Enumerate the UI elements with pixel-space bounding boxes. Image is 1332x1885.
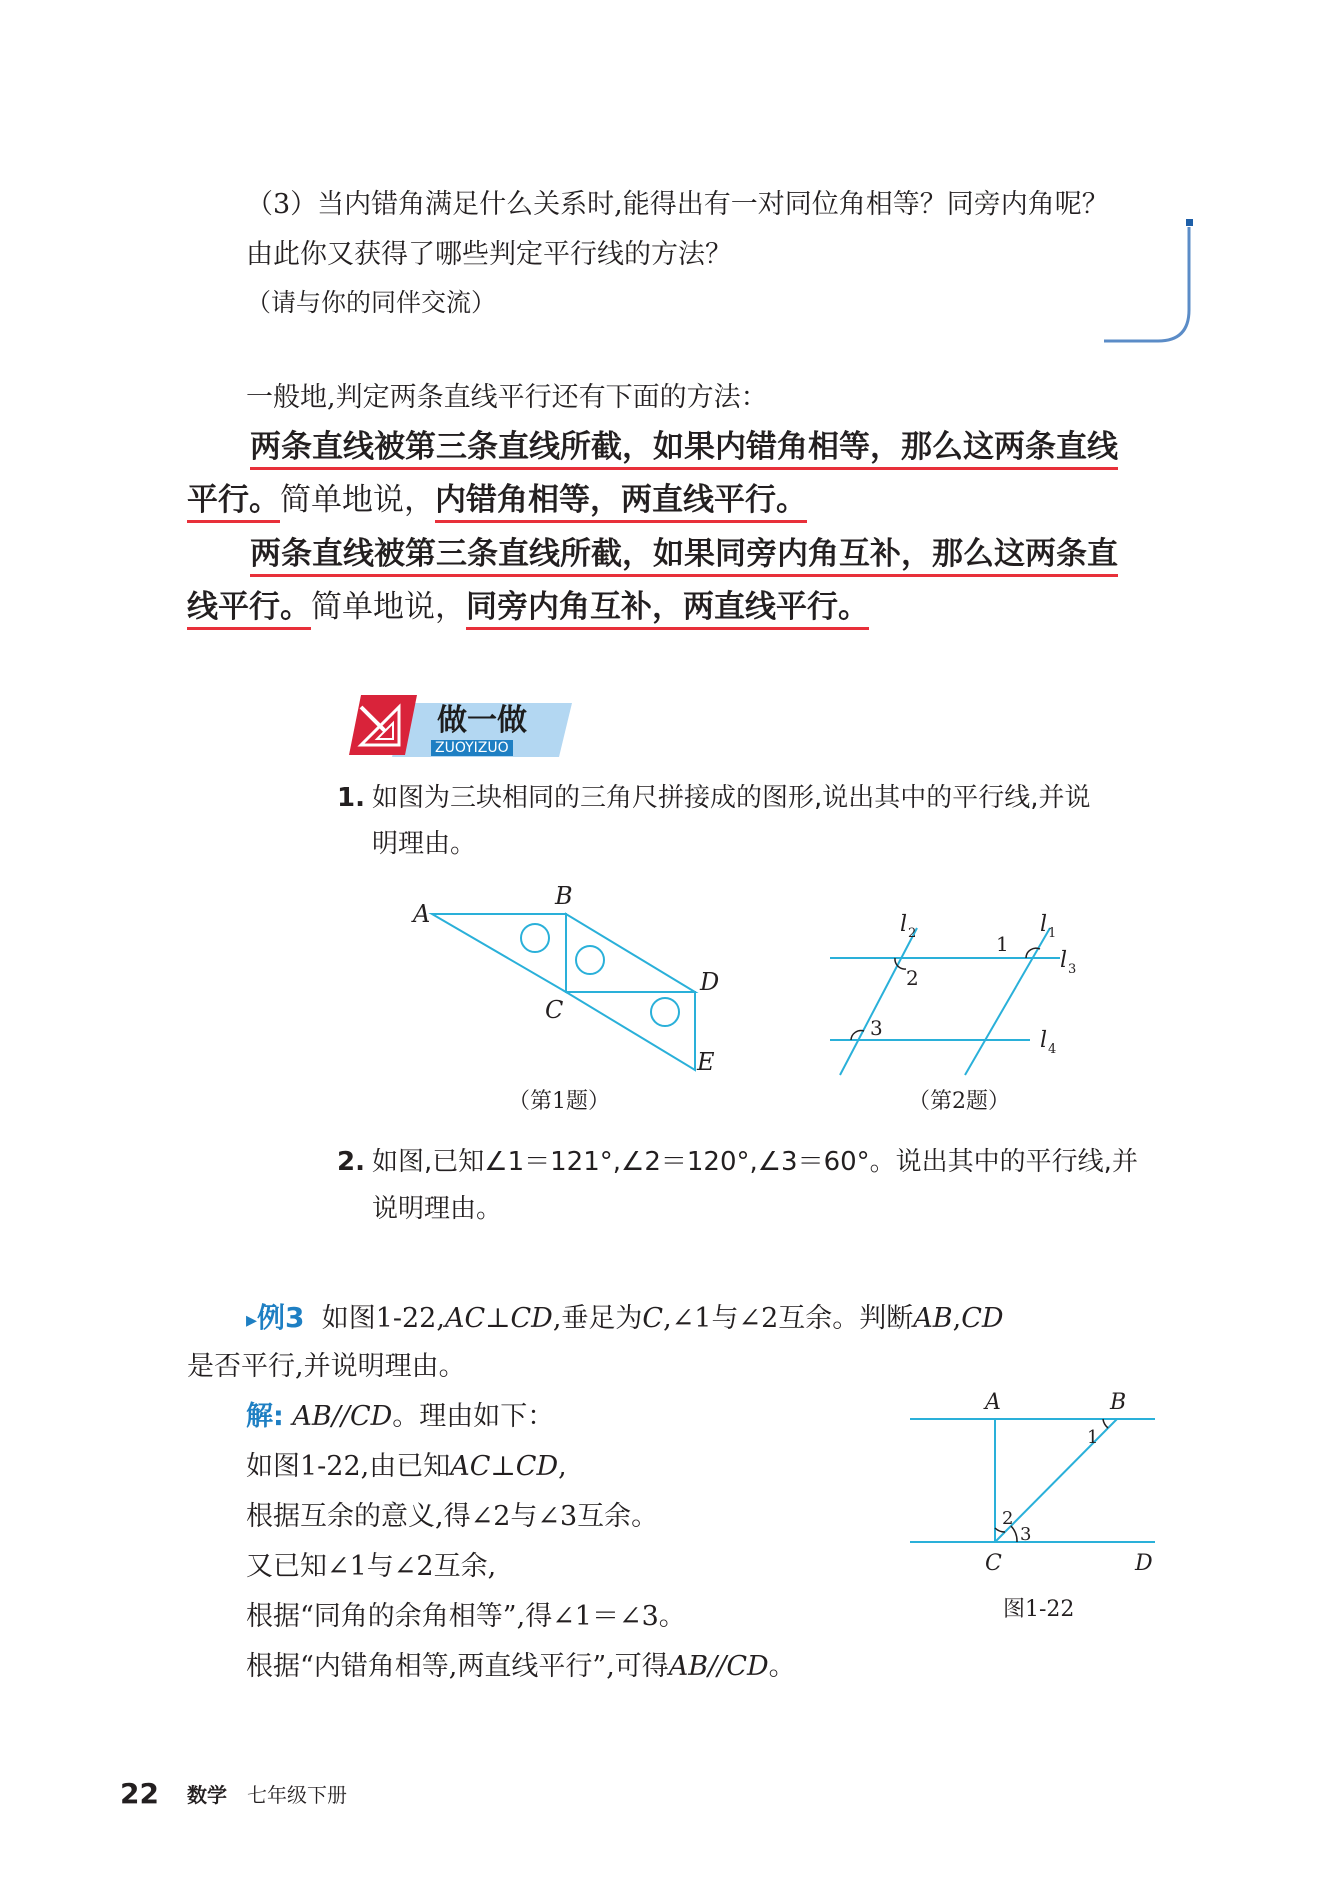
fig1-label-c: C [545, 996, 564, 1024]
fig1-label-a: A [413, 900, 431, 928]
solution-s1-b: 。理由如下： [392, 1401, 555, 1432]
fig1-label-d: D [700, 968, 720, 996]
fig2-label-l4: l [1040, 1028, 1048, 1053]
solution-line3: 根据互余的意义,得∠2与∠3互余。 [246, 1501, 659, 1532]
figure2-parallel-lines [820, 905, 1090, 1085]
example3-text-a: 如图1-22, [321, 1303, 445, 1334]
fig2-label-l3-sub: 3 [1068, 962, 1077, 977]
fig2-angle-2: 2 [906, 966, 919, 990]
fig2-label-l2: l [900, 912, 908, 937]
fig1-label-b: B [555, 882, 573, 910]
discussion-bracket [1100, 215, 1200, 345]
example3-text-g: , [952, 1303, 962, 1334]
problem2-line2: 说明理由。 [372, 1194, 503, 1224]
activity-badge [347, 695, 572, 765]
rule2-line1 [250, 532, 1118, 576]
fig3-label-d: D [1135, 1551, 1153, 1576]
solution-s6-b: AB//CD [668, 1651, 769, 1682]
activity-pinyin: ZUOYIZUO [431, 740, 513, 756]
fig3-angle-1: 1 [1087, 1427, 1099, 1448]
problem2-number: 2. [337, 1147, 365, 1177]
example3-text-d: C [642, 1303, 664, 1334]
rule2-short: 同旁内角互补，两直线平行。 [466, 589, 869, 630]
fig3-label-c: C [985, 1551, 1002, 1576]
figure-1-22-caption: 图1-22 [1003, 1597, 1075, 1622]
fig2-label-l4-sub: 4 [1048, 1042, 1057, 1057]
question3-line1: （3）当内错角满足什么关系时,能得出有一对同位角相等？同旁内角呢？ [246, 189, 1109, 220]
page-number: 22 [120, 1777, 159, 1810]
solution-s6-c: 。 [768, 1651, 796, 1682]
fig2-label-l2-sub: 2 [908, 926, 917, 941]
solution-s1-a: AB//CD [292, 1401, 393, 1432]
fig2-label-l1: l [1040, 912, 1048, 937]
rule1-line2 [187, 478, 807, 522]
rule1-plain: 简单地说， [280, 482, 435, 518]
rule1-part1: 两条直线被第三条直线所截，如果内错角相等，那么这两条直线 [250, 429, 1118, 470]
problem1-number: 1. [337, 783, 365, 813]
problem2-line1: 如图,已知∠1＝121°,∠2＝120°,∠3＝60°。说出其中的平行线,并 [372, 1147, 1138, 1177]
rule2-line2 [187, 585, 869, 629]
example3-text-h: CD [961, 1303, 1004, 1334]
solution-line4: 又已知∠1与∠2互余, [246, 1551, 497, 1582]
example3-line1 [246, 1298, 1004, 1341]
example3-line2: 是否平行,并说明理由。 [187, 1351, 466, 1382]
example3-marker: ▸ [246, 1308, 258, 1333]
example3-text-e: ,∠1与∠2互余。判断 [663, 1303, 914, 1334]
solution-line6 [246, 1647, 796, 1687]
example3-text-c: ,垂足为 [552, 1303, 643, 1334]
solution-line2 [246, 1447, 567, 1487]
figure1-caption: （第1题） [508, 1089, 610, 1114]
rule1-line1 [250, 425, 1118, 469]
line-l2 [840, 928, 917, 1075]
example3-text-f: AB [913, 1303, 953, 1334]
set-square-2 [566, 914, 695, 992]
solution-s2-b: AC⊥CD [450, 1451, 559, 1482]
rule1-short: 内错角相等，两直线平行。 [435, 482, 807, 523]
example3-label: 例3 [257, 1301, 305, 1334]
problem1-line2: 明理由。 [372, 829, 477, 859]
fig3-angle-2: 2 [1002, 1508, 1014, 1529]
set-square-1 [432, 914, 566, 992]
figure-1-22 [905, 1385, 1175, 1585]
intro-text: 一般地,判定两条直线平行还有下面的方法： [246, 382, 768, 413]
rule1-part2: 平行。 [187, 482, 280, 523]
example3-text-b: AC⊥CD [444, 1303, 553, 1334]
triangle-ruler-icon [355, 701, 407, 751]
footer-subject: 数学 [187, 1783, 227, 1807]
rule2-part2: 线平行。 [187, 589, 311, 630]
fig3-angle-3: 3 [1020, 1524, 1032, 1545]
question3-line3: （请与你的同伴交流） [246, 288, 497, 317]
activity-title: 做一做 [437, 703, 527, 738]
problem1-line1: 如图为三块相同的三角尺拼接成的图形,说出其中的平行线,并说 [372, 783, 1091, 813]
fig1-label-e: E [697, 1048, 715, 1076]
rule2-plain: 简单地说， [311, 589, 466, 625]
question3-line2: 由此你又获得了哪些判定平行线的方法？ [246, 239, 732, 270]
solution-s6-a: 根据“内错角相等,两直线平行”,可得 [246, 1651, 669, 1682]
fig2-angle-3: 3 [870, 1016, 883, 1040]
solution-line1 [246, 1397, 554, 1437]
fig2-label-l3: l [1060, 948, 1068, 973]
fig3-label-a: A [985, 1390, 1001, 1415]
figure1-set-squares [395, 880, 735, 1080]
rule2-part1: 两条直线被第三条直线所截，如果同旁内角互补，那么这两条直 [250, 536, 1118, 577]
fig3-label-b: B [1110, 1390, 1127, 1415]
fig2-angle-1: 1 [996, 932, 1009, 956]
figure2-caption: （第2题） [908, 1089, 1010, 1114]
fig2-label-l1-sub: 1 [1048, 926, 1057, 941]
solution-label: 解: [246, 1401, 284, 1432]
footer-book: 七年级下册 [247, 1783, 347, 1807]
solution-line5: 根据“同角的余角相等”,得∠1＝∠3。 [246, 1601, 686, 1632]
solution-s2-a: 如图1-22,由已知 [246, 1451, 451, 1482]
solution-s2-c: , [558, 1451, 567, 1482]
